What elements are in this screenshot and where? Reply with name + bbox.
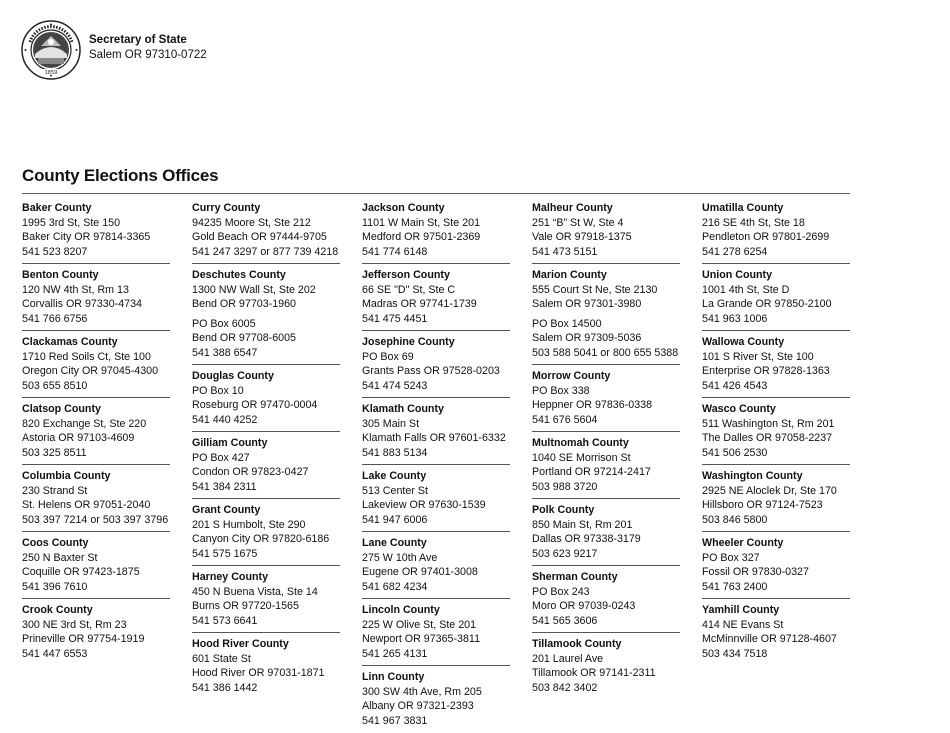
county-address-line: Bend OR 97708-6005: [192, 332, 296, 344]
county-entry: [22, 469, 170, 532]
county-address-line: 541 565 3606: [532, 614, 598, 627]
county-name: Coos County: [22, 537, 89, 549]
county-entry: [532, 436, 680, 499]
county-address-line: 820 Exchange St, Ste 220: [22, 417, 147, 430]
county-address-line: Hood River OR 97031-1871: [192, 667, 325, 679]
county-name: Sherman County: [532, 571, 618, 583]
county-name: Lincoln County: [362, 604, 440, 616]
county-name: Wheeler County: [702, 537, 784, 549]
county-name: Wasco County: [702, 403, 776, 415]
county-name: Morrow County: [532, 370, 611, 382]
county-name: Baker County: [22, 202, 92, 214]
county-address-line: Condon OR 97823-0427: [192, 466, 309, 478]
county-address-line: 230 Strand St: [22, 484, 88, 497]
county-address-line: 541 396 7610: [22, 580, 88, 593]
county-name: Curry County: [192, 202, 261, 214]
county-address-line: 305 Main St: [362, 417, 420, 430]
county-entry: [362, 670, 510, 728]
county-name: Tillamook County: [532, 638, 622, 650]
county-address-line: Salem OR 97301-3980: [532, 298, 642, 310]
county-address-line: 541 426 4543: [702, 379, 768, 392]
county-address-line: 541 440 4252: [192, 413, 258, 426]
county-entry: [702, 402, 850, 465]
county-entry: [192, 637, 340, 695]
county-address-line: Albany OR 97321-2393: [362, 700, 474, 712]
county-address-line: 120 NW 4th St, Rm 13: [22, 283, 129, 296]
county-address-line: PO Box 14500: [532, 317, 602, 330]
county-address-line: 66 SE "D" St, Ste C: [362, 283, 456, 296]
county-address-line: 503 655 8510: [22, 379, 88, 392]
county-address-line: 601 State St: [192, 652, 251, 665]
county-address-line: Astoria OR 97103-4609: [22, 432, 135, 444]
county-address-line: 251 “B” St W, Ste 4: [532, 216, 624, 229]
county-entry: [22, 603, 170, 661]
county-address-line: 225 W Olive St, Ste 201: [362, 618, 477, 631]
county-name: Clatsop County: [22, 403, 101, 415]
county-mailing-address: [192, 317, 340, 361]
county-entry: [362, 201, 510, 264]
county-name: Gilliam County: [192, 437, 268, 449]
county-address-line: Medford OR 97501-2369: [362, 231, 481, 243]
county-address-line: 541 575 1675: [192, 547, 258, 560]
page-title: County Elections Offices: [22, 166, 219, 185]
county-address-line: 2925 NE Aloclek Dr, Ste 170: [702, 484, 837, 497]
county-address-line: Fossil OR 97830-0327: [702, 566, 809, 578]
county-entry: [362, 402, 510, 465]
county-entry: [22, 335, 170, 398]
county-address-line: 541 967 3831: [362, 714, 428, 727]
county-entry: [702, 335, 850, 398]
county-entry: [192, 369, 340, 432]
county-address-line: 541 676 5604: [532, 413, 598, 426]
county-address-line: 541 475 4451: [362, 312, 428, 325]
county-address-line: 1001 4th St, Ste D: [702, 283, 790, 296]
county-address-line: 216 SE 4th St, Ste 18: [702, 216, 805, 229]
county-name: Malheur County: [532, 202, 613, 214]
county-entry: [532, 570, 680, 633]
county-name: Deschutes County: [192, 269, 286, 281]
county-address-line: Heppner OR 97836-0338: [532, 399, 653, 411]
county-address-line: 541 947 6006: [362, 513, 428, 526]
county-address-line: 503 623 9217: [532, 547, 598, 560]
county-entry: [362, 335, 510, 398]
organization-name: Secretary of State: [89, 34, 187, 46]
county-name: Klamath County: [362, 403, 444, 415]
county-name: Marion County: [532, 269, 607, 281]
county-address-line: 513 Center St: [362, 484, 428, 497]
county-address-line: 541 573 6641: [192, 614, 258, 627]
county-address-line: Portland OR 97214-2417: [532, 466, 651, 478]
county-address-line: 541 265 4131: [362, 647, 428, 660]
county-entry: [362, 469, 510, 532]
county-address-line: 275 W 10th Ave: [362, 551, 438, 564]
county-address-line: 503 434 7518: [702, 647, 768, 660]
county-address-line: PO Box 327: [702, 551, 760, 564]
county-entry: [22, 402, 170, 465]
county-address-line: Salem OR 97309-5036: [532, 332, 642, 344]
county-column: [192, 201, 340, 695]
county-address-line: 1710 Red Soils Ct, Ste 100: [22, 350, 151, 363]
county-entry: [532, 637, 680, 695]
county-address-line: St. Helens OR 97051-2040: [22, 499, 151, 511]
svg-text:1859: 1859: [44, 70, 58, 76]
county-address-line: Klamath Falls OR 97601-6332: [362, 432, 506, 444]
county-address-line: Roseburg OR 97470-0004: [192, 399, 318, 411]
county-address-line: Gold Beach OR 97444-9705: [192, 231, 327, 243]
county-entry: [192, 268, 340, 365]
county-address-line: Vale OR 97918-1375: [532, 231, 632, 243]
county-address-line: 450 N Buena Vista, Ste 14: [192, 585, 318, 598]
county-entry: [702, 469, 850, 532]
county-address-line: Baker City OR 97814-3365: [22, 231, 151, 243]
county-address-line: La Grande OR 97850-2100: [702, 298, 832, 310]
county-entry: [362, 536, 510, 599]
county-address-line: 555 Court St Ne, Ste 2130: [532, 283, 658, 296]
county-address-line: 541 774 6148: [362, 245, 428, 258]
county-name: Yamhill County: [702, 604, 780, 616]
county-name: Wallowa County: [702, 336, 785, 348]
county-name: Douglas County: [192, 370, 274, 382]
county-name: Multnomah County: [532, 437, 629, 449]
county-address-line: Prineville OR 97754-1919: [22, 633, 145, 645]
county-name: Linn County: [362, 671, 425, 683]
county-address-line: The Dalles OR 97058-2237: [702, 432, 833, 444]
county-address-line: PO Box 69: [362, 350, 414, 363]
county-address-line: 541 682 4234: [362, 580, 428, 593]
county-address-line: 300 NE 3rd St, Rm 23: [22, 618, 127, 631]
county-entry: [702, 201, 850, 264]
county-address-line: Moro OR 97039-0243: [532, 600, 636, 612]
county-column: [362, 201, 510, 728]
county-name: Clackamas County: [22, 336, 118, 348]
county-address-line: 503 988 3720: [532, 480, 598, 493]
county-address-line: Eugene OR 97401-3008: [362, 566, 478, 578]
county-name: Union County: [702, 269, 773, 281]
county-address-line: Pendleton OR 97801-2699: [702, 231, 830, 243]
county-address-line: 541 388 6547: [192, 346, 258, 359]
county-address-line: 541 963 1006: [702, 312, 768, 325]
county-address-line: Enterprise OR 97828-1363: [702, 365, 830, 377]
county-entry: [362, 268, 510, 331]
county-address-line: 201 S Humbolt, Ste 290: [192, 518, 306, 531]
county-name: Lane County: [362, 537, 427, 549]
county-entry: [22, 268, 170, 331]
county-entry: [532, 369, 680, 432]
county-address-line: Corvallis OR 97330-4734: [22, 298, 142, 310]
county-entry: [22, 536, 170, 599]
county-name: Josephine County: [362, 336, 455, 348]
county-name: Polk County: [532, 504, 595, 516]
county-address-line: 101 S River St, Ste 100: [702, 350, 814, 363]
county-entry: [532, 201, 680, 264]
county-address-line: Coquille OR 97423-1875: [22, 566, 140, 578]
county-address-line: 1300 NW Wall St, Ste 202: [192, 283, 316, 296]
county-address-line: 503 325 8511: [22, 446, 87, 459]
county-entry: [192, 570, 340, 633]
county-address-line: 300 SW 4th Ave, Rm 205: [362, 685, 482, 698]
county-address-line: 250 N Baxter St: [22, 551, 98, 564]
county-address-line: Burns OR 97720-1565: [192, 600, 299, 612]
county-address-line: Tillamook OR 97141-2311: [532, 667, 656, 679]
county-entry: [702, 603, 850, 661]
county-address-line: 503 842 3402: [532, 681, 598, 694]
county-address-line: Oregon City OR 97045-4300: [22, 365, 159, 377]
county-address-line: 503 846 5800: [702, 513, 768, 526]
county-address-line: Lakeview OR 97630-1539: [362, 499, 486, 511]
county-mailing-address: [532, 317, 680, 361]
county-address-line: 541 763 2400: [702, 580, 768, 593]
county-address-line: 503 588 5041 or 800 655 5388: [532, 346, 679, 359]
county-address-line: Canyon City OR 97820-6186: [192, 533, 330, 545]
county-column: [22, 201, 170, 661]
county-address-line: PO Box 243: [532, 585, 590, 598]
county-address-line: 201 Laurel Ave: [532, 652, 604, 665]
county-column: [702, 201, 850, 661]
county-address-line: Madras OR 97741-1739: [362, 298, 477, 310]
county-address-line: 541 883 5134: [362, 446, 428, 459]
county-address-line: 1101 W Main St, Ste 201: [362, 216, 481, 229]
title-divider: [22, 193, 850, 194]
county-address-line: 541 506 2530: [702, 446, 768, 459]
county-address-line: 541 474 5243: [362, 379, 428, 392]
county-address-line: 541 523 8207: [22, 245, 88, 258]
organization-block: [89, 33, 207, 63]
county-name: Hood River County: [192, 638, 289, 650]
county-entry: [362, 603, 510, 666]
county-address-line: 94235 Moore St, Ste 212: [192, 216, 311, 229]
county-name: Grant County: [192, 504, 261, 516]
county-name: Jefferson County: [362, 269, 450, 281]
county-address-line: 511 Washington St, Rm 201: [702, 417, 835, 430]
county-address-line: 414 NE Evans St: [702, 618, 784, 631]
county-address-line: Bend OR 97703-1960: [192, 298, 296, 310]
county-entry: [702, 268, 850, 331]
county-name: Columbia County: [22, 470, 111, 482]
county-address-line: 850 Main St, Rm 201: [532, 518, 633, 531]
county-address-line: McMinnville OR 97128-4607: [702, 633, 837, 645]
county-address-line: 1040 SE Morrison St: [532, 451, 631, 464]
county-address-line: PO Box 6005: [192, 317, 256, 330]
county-name: Harney County: [192, 571, 269, 583]
county-address-line: 541 386 1442: [192, 681, 258, 694]
county-address-line: PO Box 338: [532, 384, 590, 397]
county-address-line: 541 473 5151: [532, 245, 598, 258]
county-entry: [22, 201, 170, 264]
county-name: Benton County: [22, 269, 99, 281]
county-address-line: Newport OR 97365-3811: [362, 633, 481, 645]
county-entry: [532, 503, 680, 566]
county-column: [532, 201, 680, 695]
county-name: Lake County: [362, 470, 427, 482]
county-entry: [192, 201, 340, 264]
county-address-line: 541 384 2311: [192, 480, 257, 493]
county-address-line: Grants Pass OR 97528-0203: [362, 365, 500, 377]
county-address-line: PO Box 427: [192, 451, 250, 464]
organization-city: Salem OR 97310-0722: [89, 49, 207, 61]
county-address-line: 541 447 6553: [22, 647, 88, 660]
county-address-line: PO Box 10: [192, 384, 244, 397]
county-address-line: Hillsboro OR 97124-7523: [702, 499, 823, 511]
county-name: Crook County: [22, 604, 93, 616]
county-address-line: 1995 3rd St, Ste 150: [22, 216, 121, 229]
county-entry: [702, 536, 850, 599]
county-entry: [532, 268, 680, 365]
county-address-line: Dallas OR 97338-3179: [532, 533, 641, 545]
county-address-line: 503 397 7214 or 503 397 3796: [22, 513, 169, 526]
county-name: Umatilla County: [702, 202, 784, 214]
county-entry: [192, 503, 340, 566]
county-name: Washington County: [702, 470, 803, 482]
oregon-state-seal-icon: [21, 20, 81, 80]
county-address-line: 541 247 3297 or 877 739 4218: [192, 245, 339, 258]
county-address-line: 541 766 6756: [22, 312, 88, 325]
county-address-line: 541 278 6254: [702, 245, 768, 258]
county-entry: [192, 436, 340, 499]
county-name: Jackson County: [362, 202, 445, 214]
